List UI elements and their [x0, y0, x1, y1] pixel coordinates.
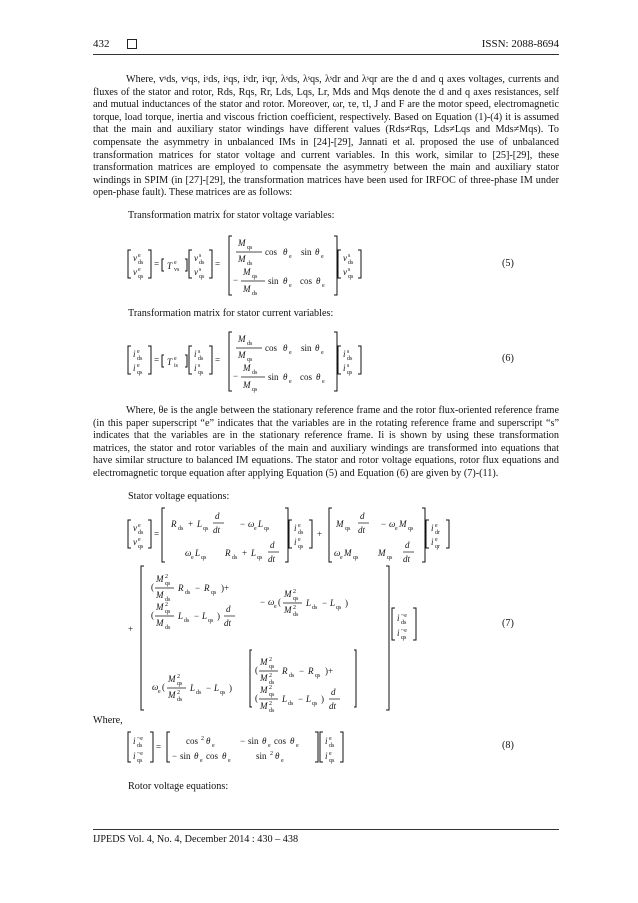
svg-text:e: e — [340, 555, 343, 561]
svg-text:ds: ds — [137, 743, 143, 749]
svg-text:L: L — [202, 611, 208, 621]
svg-text:sin: sin — [256, 751, 267, 761]
svg-text:~e: ~e — [401, 613, 407, 619]
svg-text:M: M — [399, 519, 407, 529]
svg-text:R: R — [225, 548, 231, 558]
svg-text:v: v — [133, 253, 137, 263]
svg-text:−: − — [381, 519, 387, 529]
svg-text:e: e — [289, 254, 292, 260]
svg-text:sin: sin — [301, 247, 312, 257]
svg-text:M: M — [260, 701, 268, 711]
svg-text:cos: cos — [206, 751, 218, 761]
equation-number-7: (7) — [502, 618, 514, 629]
svg-text:−: − — [260, 597, 266, 607]
svg-text:+: + — [128, 624, 134, 634]
svg-text:e: e — [268, 743, 271, 749]
svg-text:e: e — [200, 758, 203, 764]
svg-text:e: e — [289, 350, 292, 356]
svg-text:M: M — [284, 589, 292, 599]
svg-text:M: M — [336, 519, 344, 529]
svg-text:=: = — [154, 529, 160, 539]
svg-text:dt: dt — [224, 618, 232, 628]
svg-text:qs: qs — [247, 357, 253, 363]
svg-text:2: 2 — [269, 673, 272, 679]
footer-citation: IJPEDS Vol. 4, No. 4, December 2014 : 430 – 438 — [93, 834, 299, 845]
svg-text:T: T — [167, 261, 173, 271]
svg-text:qs: qs — [347, 370, 353, 376]
svg-text:e: e — [212, 743, 215, 749]
svg-text:d: d — [215, 511, 220, 521]
svg-text:qs: qs — [137, 370, 143, 376]
svg-text:qs: qs — [138, 274, 144, 280]
svg-text:ds: ds — [178, 526, 184, 532]
svg-text:sin: sin — [268, 276, 279, 286]
svg-text:d: d — [331, 687, 336, 697]
svg-text:ds: ds — [289, 673, 295, 679]
svg-text:qs: qs — [353, 555, 359, 561]
svg-text:d: d — [405, 540, 410, 550]
svg-text:e: e — [329, 751, 332, 757]
svg-text:qs: qs — [220, 690, 226, 696]
svg-text:cos: cos — [265, 343, 277, 353]
svg-text:M: M — [243, 267, 251, 277]
svg-text:qs: qs — [247, 245, 253, 251]
svg-text:qs: qs — [201, 555, 207, 561]
svg-text:θ: θ — [283, 247, 288, 257]
svg-text:(: ( — [255, 693, 258, 703]
svg-text:L: L — [330, 598, 336, 608]
svg-text:e: e — [289, 283, 292, 289]
svg-text:L: L — [190, 683, 196, 693]
svg-text:L: L — [197, 519, 203, 529]
svg-text:θ: θ — [290, 736, 295, 746]
label-stator-voltage-matrix: Transformation matrix for stator voltage variables: — [128, 210, 335, 221]
svg-text:qs: qs — [329, 758, 335, 764]
svg-text:ds: ds — [165, 625, 171, 631]
page-number: 432 — [93, 38, 110, 50]
svg-text:cos: cos — [300, 276, 312, 286]
svg-text:ω: ω — [248, 519, 255, 529]
svg-text:ds: ds — [269, 708, 275, 714]
svg-text:M: M — [260, 685, 268, 695]
svg-text:e: e — [296, 743, 299, 749]
svg-text:−: − — [299, 666, 305, 676]
svg-text:ds: ds — [312, 605, 318, 611]
svg-text:2: 2 — [177, 690, 180, 696]
svg-text:L: L — [178, 611, 184, 621]
svg-text:ds: ds — [298, 530, 304, 536]
svg-text:e: e — [138, 253, 141, 259]
svg-text:qs: qs — [208, 618, 214, 624]
svg-text:d: d — [270, 540, 275, 550]
svg-text:e: e — [137, 363, 140, 369]
svg-text:L: L — [251, 548, 257, 558]
svg-text:qs: qs — [345, 526, 351, 532]
equation-number-5: (5) — [502, 258, 514, 269]
svg-text:M: M — [284, 605, 292, 615]
svg-text:2: 2 — [201, 736, 204, 742]
svg-text:e: e — [298, 537, 301, 543]
svg-text:2: 2 — [165, 602, 168, 608]
svg-text:R: R — [204, 583, 210, 593]
svg-text:+: + — [188, 519, 194, 529]
svg-text:): ) — [229, 683, 232, 693]
svg-text:qr: qr — [435, 544, 440, 550]
svg-text:qs: qs — [198, 370, 204, 376]
svg-text:i: i — [194, 363, 197, 373]
svg-text:sin: sin — [301, 343, 312, 353]
svg-text:e: e — [321, 350, 324, 356]
svg-text:v: v — [133, 523, 137, 533]
svg-text:+: + — [317, 529, 323, 539]
svg-text:qs: qs — [269, 664, 275, 670]
svg-text:−: − — [233, 275, 239, 285]
svg-text:θ: θ — [283, 372, 288, 382]
svg-text:ds: ds — [348, 260, 354, 266]
svg-text:ω: ω — [268, 597, 275, 607]
svg-text:)+: )+ — [325, 666, 334, 676]
svg-text:(: ( — [255, 665, 258, 675]
svg-text:θ: θ — [315, 343, 320, 353]
svg-text:−: − — [233, 371, 239, 381]
svg-text:R: R — [282, 666, 288, 676]
svg-text:M: M — [243, 363, 251, 373]
svg-text:i: i — [133, 363, 136, 373]
svg-text:M: M — [378, 548, 386, 558]
svg-text:dt: dt — [358, 525, 366, 535]
svg-text:e: e — [435, 523, 438, 529]
svg-text:qs: qs — [177, 681, 183, 687]
svg-text:e: e — [322, 283, 325, 289]
svg-text:2: 2 — [177, 674, 180, 680]
svg-text:qs: qs — [165, 581, 171, 587]
svg-text:e: e — [395, 526, 398, 532]
svg-text:=: = — [154, 355, 160, 365]
svg-text:R: R — [178, 583, 184, 593]
svg-text:cos: cos — [265, 247, 277, 257]
svg-text:ds: ds — [199, 260, 205, 266]
svg-text:−: − — [298, 694, 304, 704]
svg-text:L: L — [282, 694, 288, 704]
svg-text:i: i — [325, 736, 328, 746]
svg-text:qs: qs — [264, 526, 270, 532]
issn: ISSN: 2088-8694 — [481, 38, 559, 50]
svg-text:R: R — [171, 519, 177, 529]
svg-text:ds: ds — [165, 597, 171, 603]
svg-text:M: M — [344, 548, 352, 558]
svg-text:+: + — [242, 548, 248, 558]
svg-text:−: − — [172, 751, 178, 761]
svg-text:qs: qs — [252, 274, 258, 280]
svg-text:s: s — [347, 349, 350, 355]
svg-text:qs: qs — [408, 526, 414, 532]
svg-text:cos: cos — [274, 736, 286, 746]
svg-text:e: e — [322, 379, 325, 385]
svg-text:i: i — [194, 349, 197, 359]
svg-text:θ: θ — [316, 372, 321, 382]
svg-text:qs: qs — [293, 596, 299, 602]
svg-text:ds: ds — [401, 620, 407, 626]
svg-text:ds: ds — [269, 680, 275, 686]
svg-text:i: i — [397, 628, 400, 638]
svg-text:L: L — [258, 519, 264, 529]
svg-text:e: e — [191, 555, 194, 561]
svg-text:ds: ds — [198, 356, 204, 362]
svg-text:i: i — [325, 751, 328, 761]
svg-text:M: M — [156, 590, 164, 600]
svg-text:M: M — [238, 238, 246, 248]
svg-text:i: i — [294, 523, 297, 533]
svg-text:(: ( — [151, 610, 154, 620]
svg-text:ω: ω — [389, 519, 396, 529]
svg-text:dt: dt — [403, 554, 411, 564]
svg-text:qs: qs — [138, 544, 144, 550]
svg-text:M: M — [156, 618, 164, 628]
svg-text:e: e — [329, 736, 332, 742]
svg-text:e: e — [138, 537, 141, 543]
paragraph-intro: Where, vˢds, vˢqs, iˢds, iˢqs, iˢdr, iˢqr, λˢds, λˢqs, λˢdr and λˢqr are the d and q axes voltages, currents and fluxes of the stator and rotor, Rds, Rqs, Rr, Lds, Lqs, Lr, Mds and Mqs denote the d and q axes resistances, self and mutual inductances of the stator and rotor. Moreover, ωr, τe, τl, J and F are the motor speed, electromagnetic torque, load torque, inertia and viscous friction coefficient, respectively. Based on Equation (1)-(4) it is assumed that the main and auxiliary stator windings have different values (Rds≠Rqs, Lds≠Lqs and Mds≠Mqs). To compensate the asymmetry in unbalanced IMs in [24]-[29], Jannati et al. proposed the use of unbalanced transformation matrices for stator voltage and current variables. In this work, similar to [25]-[29], these transformation matrices are employed to compensate the asymmetry between the main and auxiliary stator windings in SPIM (in [27]-[29], the transformation matrices have been used for IRFOC of three-phase IM under open-phase fault). These matrices are as follows: — [93, 74, 559, 199]
svg-text:ds: ds — [247, 341, 253, 347]
svg-text:=: = — [156, 742, 162, 752]
svg-text:ds: ds — [252, 370, 258, 376]
svg-text:ω: ω — [152, 682, 159, 692]
svg-text:ds: ds — [184, 618, 190, 624]
svg-text:d: d — [360, 511, 365, 521]
svg-text:θ: θ — [262, 736, 267, 746]
svg-text:L: L — [306, 694, 312, 704]
svg-text:i: i — [343, 363, 346, 373]
svg-text:i: i — [397, 613, 400, 623]
svg-text:qs: qs — [165, 609, 171, 615]
svg-text:ds: ds — [293, 612, 299, 618]
svg-text:e: e — [174, 260, 177, 266]
svg-text:ω: ω — [334, 548, 341, 558]
svg-text:ds: ds — [196, 690, 202, 696]
svg-text:qs: qs — [387, 555, 393, 561]
paragraph-theta: Where, θe is the angle between the stationary reference frame and the rotor flux-oriented reference frame (in this paper superscript “e” indicates that the variables are in the rotating reference frame and superscript “s” indicates that the variables are in the stationary reference frame. Ii is shown by using these transformation matrices, the stator and rotor variables of the main and auxiliary windings are transformed into equations that have similar structure to balanced IM equations. The stator and rotor voltage equations, rotor flux equations and electromagnetic torque equation after applying Equation (5) and Equation (6) are given by (7)-(11). — [93, 405, 559, 479]
svg-text:−: − — [322, 598, 328, 608]
svg-text:s: s — [198, 363, 201, 369]
svg-text:s: s — [348, 267, 351, 273]
svg-text:M: M — [260, 657, 268, 667]
svg-text:2: 2 — [270, 751, 273, 757]
svg-text:qs: qs — [315, 673, 321, 679]
svg-text:M: M — [238, 350, 246, 360]
svg-text:−: − — [240, 736, 246, 746]
svg-text:qs: qs — [401, 635, 407, 641]
svg-text:ds: ds — [247, 261, 253, 267]
svg-text:qs: qs — [211, 590, 217, 596]
svg-text:vs: vs — [174, 267, 180, 273]
svg-text:L: L — [306, 598, 312, 608]
svg-text:s: s — [348, 253, 351, 259]
svg-text:M: M — [243, 284, 251, 294]
svg-text:i: i — [431, 537, 434, 547]
svg-text:i: i — [133, 736, 136, 746]
svg-text:ds: ds — [138, 530, 144, 536]
svg-text:ds: ds — [232, 555, 238, 561]
svg-text:2: 2 — [269, 657, 272, 663]
svg-text:qs: qs — [199, 274, 205, 280]
svg-text:e: e — [281, 758, 284, 764]
svg-text:M: M — [238, 334, 246, 344]
footer-rule — [93, 829, 559, 830]
svg-text:=: = — [215, 259, 221, 269]
svg-text:v: v — [194, 267, 198, 277]
svg-text:ds: ds — [329, 743, 335, 749]
svg-text:qs: qs — [336, 605, 342, 611]
svg-text:qs: qs — [257, 555, 263, 561]
svg-text:e: e — [138, 267, 141, 273]
svg-text:sin: sin — [268, 372, 279, 382]
svg-text:2: 2 — [165, 574, 168, 580]
svg-text:M: M — [260, 673, 268, 683]
svg-text:v: v — [343, 253, 347, 263]
svg-text:is: is — [174, 363, 179, 369]
svg-text:ds: ds — [347, 356, 353, 362]
svg-text:~e: ~e — [137, 751, 143, 757]
svg-text:dt: dt — [268, 554, 276, 564]
svg-text:sin: sin — [248, 736, 259, 746]
svg-text:ds: ds — [288, 701, 294, 707]
svg-text:e: e — [174, 356, 177, 362]
svg-text:): ) — [217, 611, 220, 621]
svg-text:θ: θ — [222, 751, 227, 761]
svg-text:v: v — [194, 253, 198, 263]
svg-text:ds: ds — [137, 356, 143, 362]
svg-text:e: e — [158, 689, 161, 695]
svg-text:v: v — [133, 537, 137, 547]
svg-text:e: e — [228, 758, 231, 764]
svg-text:i: i — [133, 751, 136, 761]
svg-text:sin: sin — [180, 751, 191, 761]
svg-text:dr: dr — [435, 530, 440, 536]
svg-text:e: e — [298, 523, 301, 529]
svg-text:M: M — [156, 574, 164, 584]
svg-text:cos: cos — [300, 372, 312, 382]
svg-text:qs: qs — [269, 692, 275, 698]
svg-text:dt: dt — [213, 525, 221, 535]
svg-text:R: R — [308, 666, 314, 676]
svg-text:s: s — [347, 363, 350, 369]
svg-text:qs: qs — [252, 387, 258, 393]
svg-text:2: 2 — [293, 605, 296, 611]
svg-text:M: M — [238, 254, 246, 264]
svg-text:~e: ~e — [401, 628, 407, 634]
svg-text:)+: )+ — [221, 583, 230, 593]
label-rotor-voltage-eqs: Rotor voltage equations: — [128, 781, 229, 792]
svg-text:θ: θ — [275, 751, 280, 761]
equation-number-6: (6) — [502, 353, 514, 364]
label-where: Where, — [93, 715, 123, 726]
svg-text:=: = — [154, 259, 160, 269]
svg-text:~e: ~e — [137, 736, 143, 742]
svg-text:i: i — [294, 537, 297, 547]
svg-text:e: e — [138, 523, 141, 529]
svg-text:e: e — [289, 379, 292, 385]
label-stator-voltage-eqs: Stator voltage equations: — [128, 491, 230, 502]
svg-text:θ: θ — [315, 247, 320, 257]
svg-text:e: e — [254, 526, 257, 532]
svg-text:2: 2 — [293, 589, 296, 595]
svg-text:−: − — [195, 583, 201, 593]
svg-text:(: ( — [151, 582, 154, 592]
svg-text:θ: θ — [316, 276, 321, 286]
svg-text:M: M — [156, 602, 164, 612]
svg-text:e: e — [435, 537, 438, 543]
svg-text:qs: qs — [203, 526, 209, 532]
svg-text:L: L — [195, 548, 201, 558]
equation-number-8: (8) — [502, 740, 514, 751]
svg-text:ds: ds — [138, 260, 144, 266]
svg-text:qs: qs — [312, 701, 318, 707]
svg-text:2: 2 — [269, 685, 272, 691]
svg-text:e: e — [321, 254, 324, 260]
svg-text:e: e — [137, 349, 140, 355]
svg-text:θ: θ — [283, 343, 288, 353]
svg-text:): ) — [321, 694, 324, 704]
svg-text:v: v — [343, 267, 347, 277]
svg-text:i: i — [431, 523, 434, 533]
svg-text:θ: θ — [206, 736, 211, 746]
svg-text:v: v — [133, 267, 137, 277]
svg-text:T: T — [167, 357, 173, 367]
svg-text:qs: qs — [298, 544, 304, 550]
svg-text:s: s — [198, 349, 201, 355]
svg-text:s: s — [199, 253, 202, 259]
svg-text:ds: ds — [185, 590, 191, 596]
svg-text:θ: θ — [283, 276, 288, 286]
svg-text:θ: θ — [194, 751, 199, 761]
svg-text:qs: qs — [137, 758, 143, 764]
svg-text:(: ( — [162, 682, 165, 692]
svg-text:ds: ds — [252, 291, 258, 297]
svg-text:d: d — [226, 604, 231, 614]
svg-text:ds: ds — [177, 697, 183, 703]
svg-text:−: − — [194, 611, 200, 621]
label-stator-current-matrix: Transformation matrix for stator current variables: — [128, 308, 334, 319]
svg-text:ω: ω — [185, 548, 192, 558]
svg-text:M: M — [168, 690, 176, 700]
svg-text:−: − — [240, 519, 246, 529]
svg-text:(: ( — [278, 597, 281, 607]
svg-text:−: − — [206, 683, 212, 693]
svg-text:M: M — [243, 380, 251, 390]
svg-text:2: 2 — [269, 701, 272, 707]
svg-text:e: e — [274, 604, 277, 610]
svg-text:cos: cos — [186, 736, 198, 746]
svg-text:qs: qs — [348, 274, 354, 280]
svg-text:M: M — [168, 674, 176, 684]
svg-text:s: s — [199, 267, 202, 273]
svg-text:dt: dt — [329, 701, 337, 711]
svg-text:i: i — [343, 349, 346, 359]
svg-text:=: = — [215, 355, 221, 365]
svg-text:i: i — [133, 349, 136, 359]
svg-text:L: L — [214, 683, 220, 693]
svg-text:): ) — [345, 598, 348, 608]
